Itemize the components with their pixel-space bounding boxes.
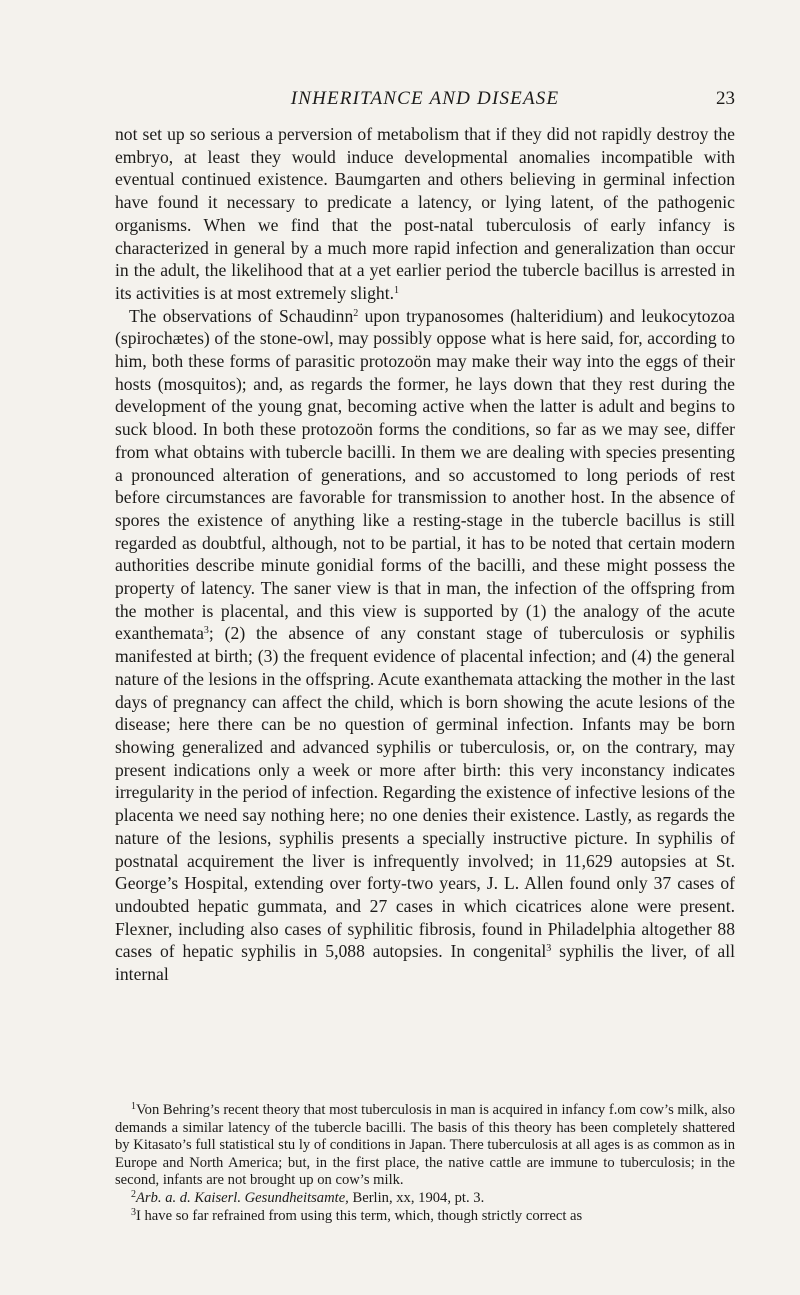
running-head: INHERITANCE AND DISEASE: [290, 88, 560, 109]
text-run: not set up so serious a perversion of metabolism that if they did not rapidly destroy the embryo, at least they would induce developmental anomalies incompatible with eventual continued existence. Baumgarten and others believing in germinal infection have found it necessary to predicate a latency, or lying latent, of the pathogenic organisms. When we find that the post-natal tuberculosis of early infancy is characterized in general by a much more rapid infection and generalization than occur in the adult, the likelihood that at a yet earlier period the tubercle bacillus is arrested in its activities is at most extremely slight.: [115, 124, 735, 303]
page-header: [115, 88, 735, 114]
footnote-ref: 3: [203, 625, 209, 637]
text-run: Von Behring’s recent theory that most tuberculosis in man is acquired in infancy f.om cow’s milk, also demands a similar latency of the tubercle bacilli. The basis of this theory has been completely shattered by Kitasato’s full statistical stu ly of conditions in Japan. There tuberculosis at all ages is as common as in Europe and North America; but, in the first place, the native cattle are immune to tuberculosis; in the second, infants are not brought up on cow’s milk.: [115, 1102, 735, 1189]
footnote-ref: 3: [546, 943, 552, 955]
footnotes: [115, 1102, 735, 1225]
text-run: I have so far refrained from using this term, which, though strictly correct as: [136, 1207, 583, 1224]
footnote-number: 2: [131, 1188, 136, 1200]
text-run: The observations of Schaudinn: [129, 305, 354, 326]
footnote-ref: 1: [394, 284, 400, 296]
paragraph: [115, 123, 735, 305]
footnote: [115, 1208, 735, 1226]
page-number: 23: [716, 88, 735, 109]
footnote-ref: 2: [353, 307, 359, 319]
text-run: syphilis the liver, of all internal: [115, 941, 735, 985]
footnote-number: 1: [131, 1101, 136, 1112]
text-run: upon trypanosomes (halteridium) and leukocytozoa (spirochætes) of the stone-owl, may possibly oppose what is here said, for, according to him, both these forms of parasitic protozoön may make their way into the eggs of their hosts (mosquitos); and, as regards the former, he lays down that they rest during the development of the young gnat, becoming active when the latter is adult and begins to suck blood. In both these protozoön forms the conditions, so far as we may see, differ from what obtains with tubercle bacilli. In them we are dealing with species presenting a pronounced alteration of generations, and so accustomed to long periods of rest before circumstances are favorable for transmission to another host. In the absence of spores the existence of anything like a resting-stage in the tubercle bacillus is still regarded as doubtful, although, not to be partial, it has to be noted that certain modern authorities describe minute gonidial forms of the bacilli, and these might possess the property of latency. The saner view is that in man, the infection of the offspring from the mother is placental, and this view is supported by (1) the analogy of the acute exanthemata: [115, 305, 735, 644]
footnote: [115, 1102, 735, 1190]
text-run: Berlin, xx, 1904, pt. 3.: [348, 1189, 485, 1206]
italic-citation: Arb. a. d. Kaiserl. Gesundheitsamte,: [136, 1189, 349, 1206]
paragraph: [115, 305, 735, 986]
footnote-number: 3: [131, 1206, 136, 1218]
footnote: [115, 1190, 735, 1208]
body-text: [115, 123, 735, 986]
text-run: ; (2) the absence of any constant stage of tuberculosis or syphilis manifested at birth; (3) the frequent evidence of placental infection; and (4) the general nature of the lesions in the offspring. Acute exanthemata attacking the mother in the last days of pregnancy can affect the child, which is born showing the acute lesions of the disease; here there can be no question of germinal infection. Infants may be born showing generalized and advanced syphilis or tuberculosis, or, on the contrary, may present indications only a week or more after birth: this very inconstancy indicates irregularity in the period of infection. Regarding the existence of infective lesions of the placenta we need say nothing here; no one denies their existence. Lastly, as regards the nature of the lesions, syphilis presents a specially instructive picture. In syphilis of postnatal acquirement the liver is infrequently involved; in 11,629 autopsies at St. George’s Hospital, extending over forty-two years, J. L. Allen found only 37 cases of undoubted hepatic gummata, and 27 cases in which cicatrices alone were present. Flexner, including also cases of syphilitic fibrosis, found in Philadelphia altogether 88 cases of hepatic syphilis in 5,088 autopsies. In congenital: [115, 623, 735, 962]
